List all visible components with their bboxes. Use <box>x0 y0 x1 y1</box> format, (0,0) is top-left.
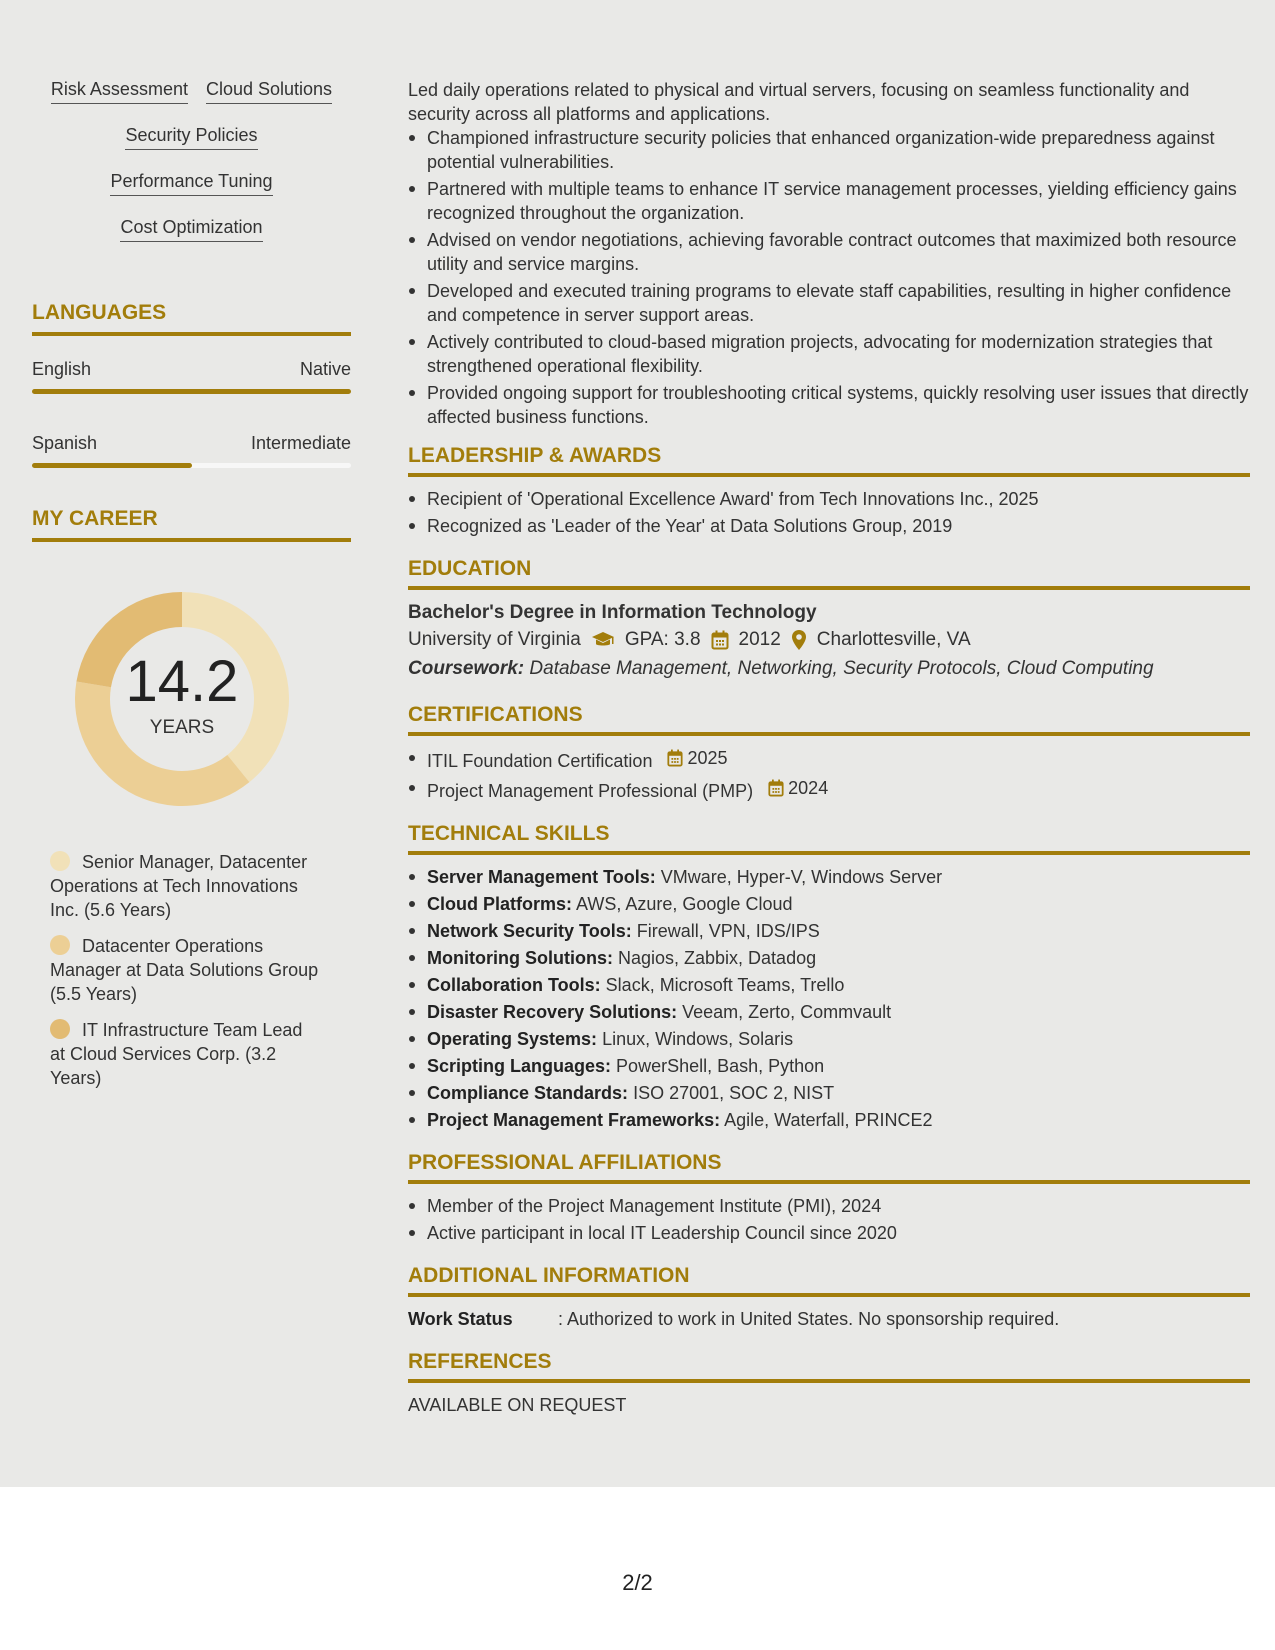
languages-title: LANGUAGES <box>32 300 351 336</box>
list-item <box>408 946 1250 970</box>
career-role-text: IT Infrastructure Team Lead at Cloud Services Corp. (3.2 Years) <box>50 1020 303 1088</box>
language-bar-fill <box>32 389 351 394</box>
skill-value: Linux, Windows, Solaris <box>602 1029 794 1049</box>
list-item: Actively contributed to cloud-based migration projects, advocating for modernization strategies that strengthened operational flexibility. <box>408 330 1250 378</box>
career-role <box>50 1018 320 1090</box>
location-pin-icon <box>791 629 807 651</box>
work-status-row <box>408 1307 1250 1331</box>
education-entry <box>408 600 1250 684</box>
skill-key: Monitoring Solutions: <box>427 948 613 968</box>
career-title: MY CAREER <box>32 506 351 542</box>
language-row <box>32 358 351 380</box>
certification-name: ITIL Foundation Certification <box>427 751 653 771</box>
page-number: 2/2 <box>622 1570 653 1595</box>
skill-row <box>125 124 257 150</box>
certification-date <box>768 776 828 800</box>
language-bar <box>32 389 351 394</box>
awards-title: LEADERSHIP & AWARDS <box>408 443 1250 477</box>
calendar-icon <box>768 779 784 797</box>
awards-list <box>408 487 1250 538</box>
legend-dot <box>50 1019 70 1039</box>
language-list <box>32 358 351 468</box>
right-column <box>408 78 1250 1417</box>
skill-value: VMware, Hyper-V, Windows Server <box>660 867 943 887</box>
skill-tag: Cloud Solutions <box>206 78 332 104</box>
education-degree: Bachelor's Degree in Information Technology <box>408 602 817 623</box>
list-item: Championed infrastructure security policies that enhanced organization-wide preparedness against potential vulnerabilities. <box>408 126 1250 174</box>
language-row <box>32 432 351 454</box>
career-total: 14.2 <box>125 649 239 714</box>
skill-key: Disaster Recovery Solutions: <box>427 1002 678 1022</box>
skill-value: Firewall, VPN, IDS/IPS <box>636 921 820 941</box>
list-item <box>408 865 1250 889</box>
skill-row <box>120 216 262 242</box>
career-legend <box>50 850 320 1090</box>
list-item <box>408 1027 1250 1051</box>
graduation-cap-icon <box>591 631 615 649</box>
skill-tag: Performance Tuning <box>110 170 272 196</box>
skill-row <box>51 78 332 104</box>
affiliations-title: PROFESSIONAL AFFILIATIONS <box>408 1150 1250 1184</box>
coursework-label: Coursework: <box>408 658 525 679</box>
list-item: Recipient of 'Operational Excellence Award' from Tech Innovations Inc., 2025 <box>408 487 1250 511</box>
education-meta <box>408 626 1250 654</box>
list-item: Provided ongoing support for troubleshooting critical systems, quickly resolving user issues that directly affected business functions. <box>408 381 1250 429</box>
skill-key: Server Management Tools: <box>427 867 656 887</box>
skill-tags <box>32 78 351 262</box>
list-item: Advised on vendor negotiations, achieving favorable contract outcomes that maximized both resource utility and service margins. <box>408 228 1250 276</box>
list-item <box>408 776 1250 803</box>
references-title: REFERENCES <box>408 1349 1250 1383</box>
languages-section <box>32 300 351 468</box>
affiliations-list <box>408 1194 1250 1245</box>
career-role-text: Senior Manager, Datacenter Operations at Tech Innovations Inc. (5.6 Years) <box>50 852 308 920</box>
certification-year: 2025 <box>687 748 728 768</box>
list-item <box>408 973 1250 997</box>
language-name: Spanish <box>32 433 98 453</box>
list-item: Developed and executed training programs to elevate staff capabilities, resulting in higher confidence and competence in server support areas. <box>408 279 1250 327</box>
list-item <box>408 1000 1250 1024</box>
skill-value: Slack, Microsoft Teams, Trello <box>605 975 845 995</box>
education-location: Charlottesville, VA <box>816 629 971 650</box>
list-item: Recognized as 'Leader of the Year' at Data Solutions Group, 2019 <box>408 514 1250 538</box>
education-school: University of Virginia <box>408 629 581 650</box>
work-status-key: Work Status <box>408 1309 513 1329</box>
list-item: Active participant in local IT Leadership Council since 2020 <box>408 1221 1250 1245</box>
certification-date <box>667 746 727 770</box>
technical-skills-list <box>408 865 1250 1132</box>
career-donut <box>67 584 297 814</box>
list-item <box>408 1054 1250 1078</box>
skill-tag: Risk Assessment <box>51 78 188 104</box>
additional-info-title: ADDITIONAL INFORMATION <box>408 1263 1250 1297</box>
career-role <box>50 850 320 922</box>
skill-value: Nagios, Zabbix, Datadog <box>617 948 817 968</box>
skill-tag: Cost Optimization <box>120 216 262 242</box>
coursework-text: Database Management, Networking, Security Protocols, Cloud Computing <box>529 658 1154 679</box>
list-item <box>408 1081 1250 1105</box>
references-text: AVAILABLE ON REQUEST <box>408 1395 627 1415</box>
technical-skills-title: TECHNICAL SKILLS <box>408 821 1250 855</box>
skill-value: AWS, Azure, Google Cloud <box>576 894 793 914</box>
language-level: Native <box>299 359 351 379</box>
calendar-icon <box>711 630 729 650</box>
list-item <box>408 1108 1250 1132</box>
skill-key: Compliance Standards: <box>427 1083 629 1103</box>
language-bar-fill <box>32 463 192 468</box>
skill-value: PowerShell, Bash, Python <box>616 1056 825 1076</box>
calendar-icon <box>667 749 683 767</box>
skill-tag: Security Policies <box>125 124 257 150</box>
career-unit: YEARS <box>149 717 215 738</box>
education-gpa: GPA: 3.8 <box>624 629 701 650</box>
certifications-list <box>408 746 1250 803</box>
education-coursework <box>408 654 1250 684</box>
experience-summary: Led daily operations related to physical and virtual servers, focusing on seamless functionality and security across all platforms and applications. <box>408 80 1190 124</box>
list-item <box>408 892 1250 916</box>
skill-key: Operating Systems: <box>427 1029 598 1049</box>
skill-value: Agile, Waterfall, PRINCE2 <box>724 1110 933 1130</box>
certification-name: Project Management Professional (PMP) <box>427 781 754 801</box>
education-year: 2012 <box>738 629 781 650</box>
certification-year: 2024 <box>788 778 829 798</box>
language-bar <box>32 463 351 468</box>
language-level: Intermediate <box>250 433 351 453</box>
career-role <box>50 934 320 1006</box>
skill-value: Veeam, Zerto, Commvault <box>682 1002 892 1022</box>
list-item <box>408 746 1250 773</box>
skill-key: Cloud Platforms: <box>427 894 573 914</box>
language-name: English <box>32 359 92 379</box>
legend-dot <box>50 851 70 871</box>
legend-dot <box>50 935 70 955</box>
career-role-text: Datacenter Operations Manager at Data Solutions Group (5.5 Years) <box>50 936 319 1004</box>
certifications-title: CERTIFICATIONS <box>408 702 1250 736</box>
work-status-value: : Authorized to work in United States. No sponsorship required. <box>558 1309 1060 1329</box>
skill-value: ISO 27001, SOC 2, NIST <box>633 1083 835 1103</box>
career-section <box>32 506 351 1090</box>
left-column <box>32 78 351 1102</box>
education-title: EDUCATION <box>408 556 1250 590</box>
list-item: Member of the Project Management Institute (PMI), 2024 <box>408 1194 1250 1218</box>
list-item <box>408 919 1250 943</box>
skill-key: Collaboration Tools: <box>427 975 601 995</box>
skill-row <box>110 170 272 196</box>
experience-bullets <box>408 126 1250 429</box>
skill-key: Scripting Languages: <box>427 1056 612 1076</box>
skill-key: Network Security Tools: <box>427 921 632 941</box>
list-item: Partnered with multiple teams to enhance IT service management processes, yielding efficiency gains recognized throughout the organization. <box>408 177 1250 225</box>
skill-key: Project Management Frameworks: <box>427 1110 721 1130</box>
